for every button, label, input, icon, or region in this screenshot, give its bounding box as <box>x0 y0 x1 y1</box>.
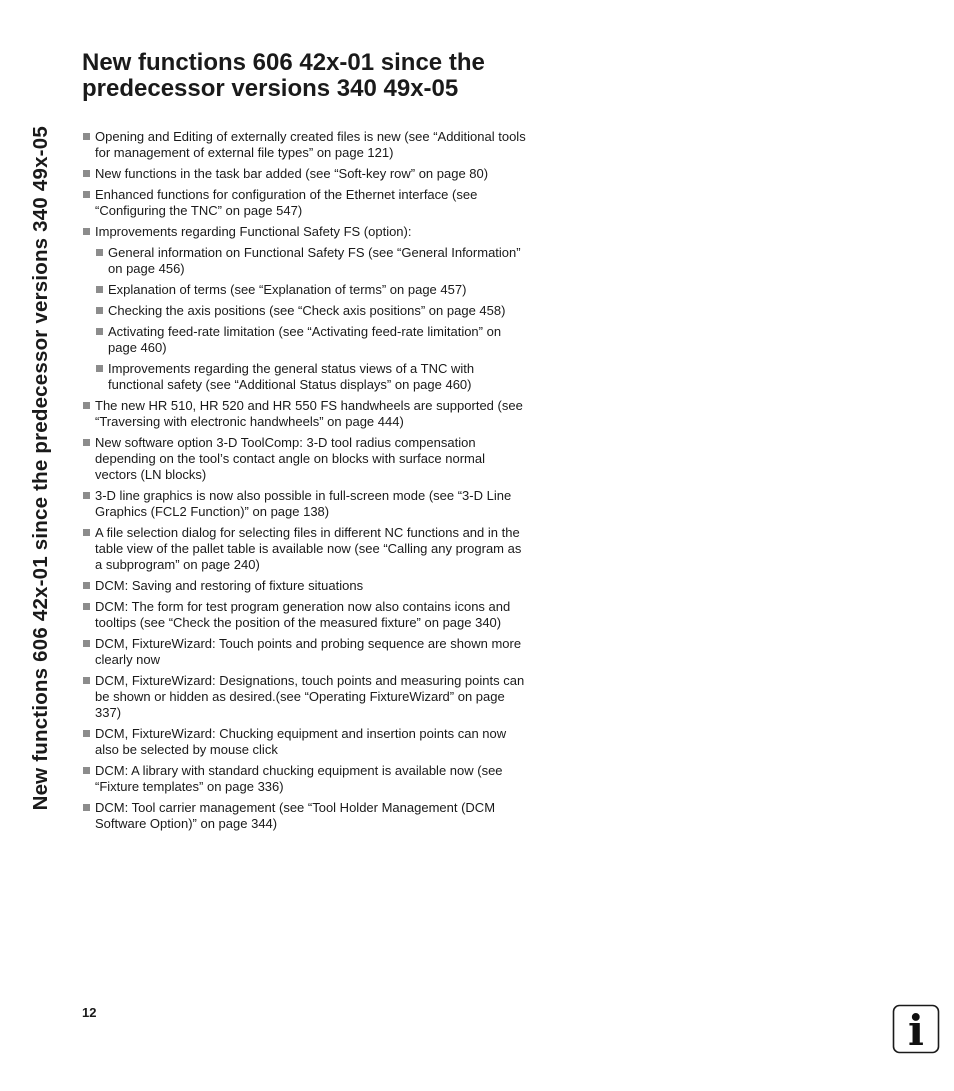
info-icon-glyph: i <box>908 1006 924 1054</box>
list-item: The new HR 510, HR 520 and HR 550 FS handwheels are supported (see “Traversing with electronic handwheels” on page 444) <box>82 398 527 430</box>
side-running-title <box>28 54 55 882</box>
list-item: Enhanced functions for configuration of the Ethernet interface (see “Configuring the TNC” on page 547) <box>82 187 527 219</box>
list-item: DCM, FixtureWizard: Chucking equipment and insertion points can now also be selected by mouse click <box>82 726 527 758</box>
list-item: DCM: Saving and restoring of fixture situations <box>82 578 527 594</box>
list-item: Opening and Editing of externally created files is new (see “Additional tools for management of external file types” on page 121) <box>82 129 527 161</box>
feature-list <box>82 129 527 837</box>
info-icon <box>892 1004 940 1054</box>
page-title-line-2: predecessor versions 340 49x-05 <box>82 75 459 102</box>
sub-list-item: Explanation of terms (see “Explanation of terms” on page 457) <box>95 282 527 298</box>
functional-safety-sublist <box>95 245 527 393</box>
list-item: 3-D line graphics is now also possible in full-screen mode (see “3-D Line Graphics (FCL2 Function)” on page 138) <box>82 488 527 520</box>
list-item: DCM: The form for test program generation now also contains icons and tooltips (see “Check the position of the measured fixture” on page 340) <box>82 599 527 631</box>
list-item-label: Improvements regarding Functional Safety FS (option): <box>95 224 412 239</box>
sub-list-item: Improvements regarding the general status views of a TNC with functional safety (see “Additional Status displays” on page 460) <box>95 361 527 393</box>
list-item: DCM, FixtureWizard: Touch points and probing sequence are shown more clearly now <box>82 636 527 668</box>
page-title-line-1: New functions 606 42x-01 since the <box>82 49 485 76</box>
side-running-title-text: New functions 606 42x-01 since the predecessor versions 340 49x-05 <box>29 125 53 811</box>
list-item: New functions in the task bar added (see “Soft-key row” on page 80) <box>82 166 527 182</box>
list-item: New software option 3-D ToolComp: 3-D tool radius compensation depending on the tool’s contact angle on blocks with surface normal vectors (LN blocks) <box>82 435 527 483</box>
sub-list-item: Activating feed-rate limitation (see “Activating feed-rate limitation” on page 460) <box>95 324 527 356</box>
list-item: A file selection dialog for selecting files in different NC functions and in the table view of the pallet table is available now (see “Calling any program as a subprogram” on page 240) <box>82 525 527 573</box>
page-number: 12 <box>82 1005 97 1020</box>
page-title <box>82 50 552 102</box>
list-item: DCM, FixtureWizard: Designations, touch points and measuring points can be shown or hidden as desired.(see “Operating FixtureWizard” on page 337) <box>82 673 527 721</box>
list-item: DCM: Tool carrier management (see “Tool Holder Management (DCM Software Option)” on page 344) <box>82 800 527 832</box>
list-item-functional-safety <box>82 224 527 393</box>
sub-list-item: Checking the axis positions (see “Check axis positions” on page 458) <box>95 303 527 319</box>
list-item: DCM: A library with standard chucking equipment is available now (see “Fixture templates” on page 336) <box>82 763 527 795</box>
sub-list-item: General information on Functional Safety FS (see “General Information” on page 456) <box>95 245 527 277</box>
